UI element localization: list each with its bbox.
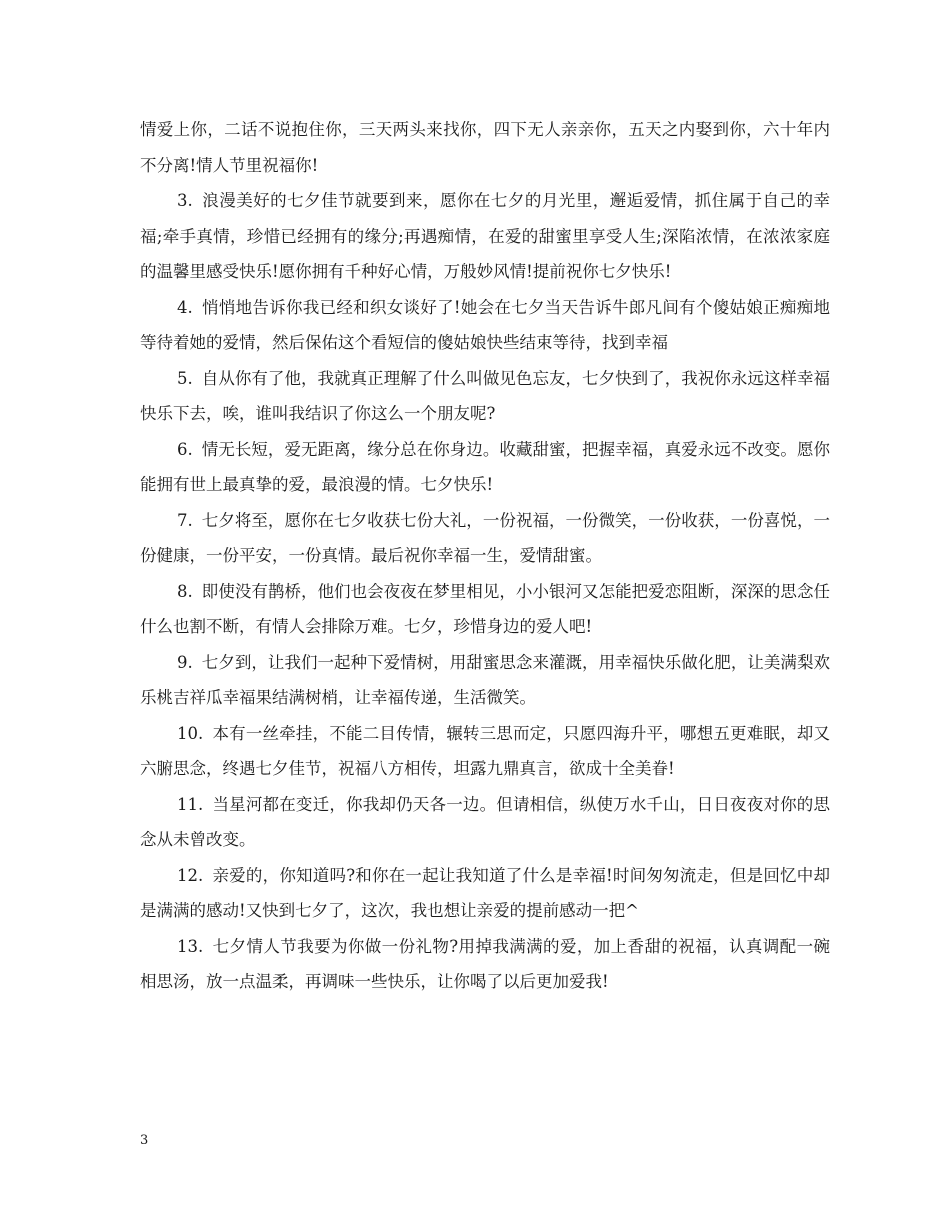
paragraph-text: 当星河都在变迁，你我却仍天各一边。但请相信，纵使万水千山，日日夜夜对你的思念从未曾改变。: [140, 794, 830, 849]
item-number: 5.: [177, 368, 193, 388]
paragraph-item-5: [140, 361, 830, 432]
page-number: 3: [140, 1133, 149, 1148]
paragraph-item-13: [140, 929, 830, 1000]
paragraph-text: 七夕将至，愿你在七夕收获七份大礼，一份祝福，一份微笑，一份收获，一份喜悦，一份健康，一份平安，一份真情。最后祝你幸福一生，爱情甜蜜。: [140, 510, 830, 565]
paragraph-text: 七夕到，让我们一起种下爱情树，用甜蜜思念来灌溉，用幸福快乐做化肥，让美满梨欢乐桃吉祥瓜幸福果结满树梢，让幸福传递，生活微笑。: [140, 652, 830, 707]
paragraph-text: 本有一丝牵挂，不能二目传情，辗转三思而定，只愿四海升平，哪想五更难眠，却又六腑思念，终遇七夕佳节，祝福八方相传，坦露九鼎真言，欲成十全美眷!: [140, 723, 830, 778]
paragraph-item-11: [140, 787, 830, 858]
item-number: 7.: [177, 510, 193, 530]
item-number: 12.: [177, 865, 204, 885]
item-number: 9.: [177, 652, 193, 672]
document-body: [140, 112, 830, 1000]
paragraph-item-12: [140, 858, 830, 929]
paragraph-item-7: [140, 503, 830, 574]
paragraph-continuation: [140, 112, 830, 183]
paragraph-text: 情爱上你，二话不说抱住你，三天两头来找你，四下无人亲亲你，五天之内娶到你，六十年内不分离!情人节里祝福你!: [140, 120, 830, 175]
item-number: 13.: [177, 936, 204, 956]
paragraph-text: 浪漫美好的七夕佳节就要到来，愿你在七夕的月光里，邂逅爱情，抓住属于自己的幸福;牵手真情，珍惜已经拥有的缘分;再遇痴情，在爱的甜蜜里享受人生;深陷浓情，在浓浓家庭的温馨里感受快乐!愿你拥有千种好心情，万般妙风情!提前祝你七夕快乐!: [140, 191, 830, 281]
item-number: 10.: [177, 723, 204, 743]
item-number: 8.: [177, 581, 193, 601]
paragraph-text: 七夕情人节我要为你做一份礼物?用掉我满满的爱，加上香甜的祝福，认真调配一碗相思汤，放一点温柔，再调味一些快乐，让你喝了以后更加爱我!: [140, 936, 830, 991]
paragraph-item-10: [140, 716, 830, 787]
paragraph-item-8: [140, 574, 830, 645]
paragraph-text: 自从你有了他，我就真正理解了什么叫做见色忘友，七夕快到了，我祝你永远这样幸福快乐下去，唉，谁叫我结识了你这么一个朋友呢?: [140, 368, 830, 423]
item-number: 4.: [177, 297, 193, 317]
paragraph-text: 即使没有鹊桥，他们也会夜夜在梦里相见，小小银河又怎能把爱恋阻断，深深的思念任什么也割不断，有情人会排除万难。七夕，珍惜身边的爱人吧!: [140, 581, 830, 636]
paragraph-item-3: [140, 183, 830, 290]
paragraph-item-4: [140, 290, 830, 361]
paragraph-text: 悄悄地告诉你我已经和织女谈好了!她会在七夕当天告诉牛郎凡间有个傻姑娘正痴痴地等待着她的爱情，然后保佑这个看短信的傻姑娘快些结束等待，找到幸福: [140, 297, 830, 352]
item-number: 6.: [177, 439, 193, 459]
item-number: 3.: [177, 191, 193, 210]
paragraph-text: 情无长短，爱无距离，缘分总在你身边。收藏甜蜜，把握幸福，真爱永远不改变。愿你能拥有世上最真挚的爱，最浪漫的情。七夕快乐!: [140, 439, 830, 494]
paragraph-text: 亲爱的，你知道吗?和你在一起让我知道了什么是幸福!时间匆匆流走，但是回忆中却是满满的感动!又快到七夕了，这次，我也想让亲爱的提前感动一把^: [140, 865, 830, 920]
item-number: 11.: [177, 794, 204, 814]
paragraph-item-9: [140, 645, 830, 716]
paragraph-item-6: [140, 432, 830, 503]
